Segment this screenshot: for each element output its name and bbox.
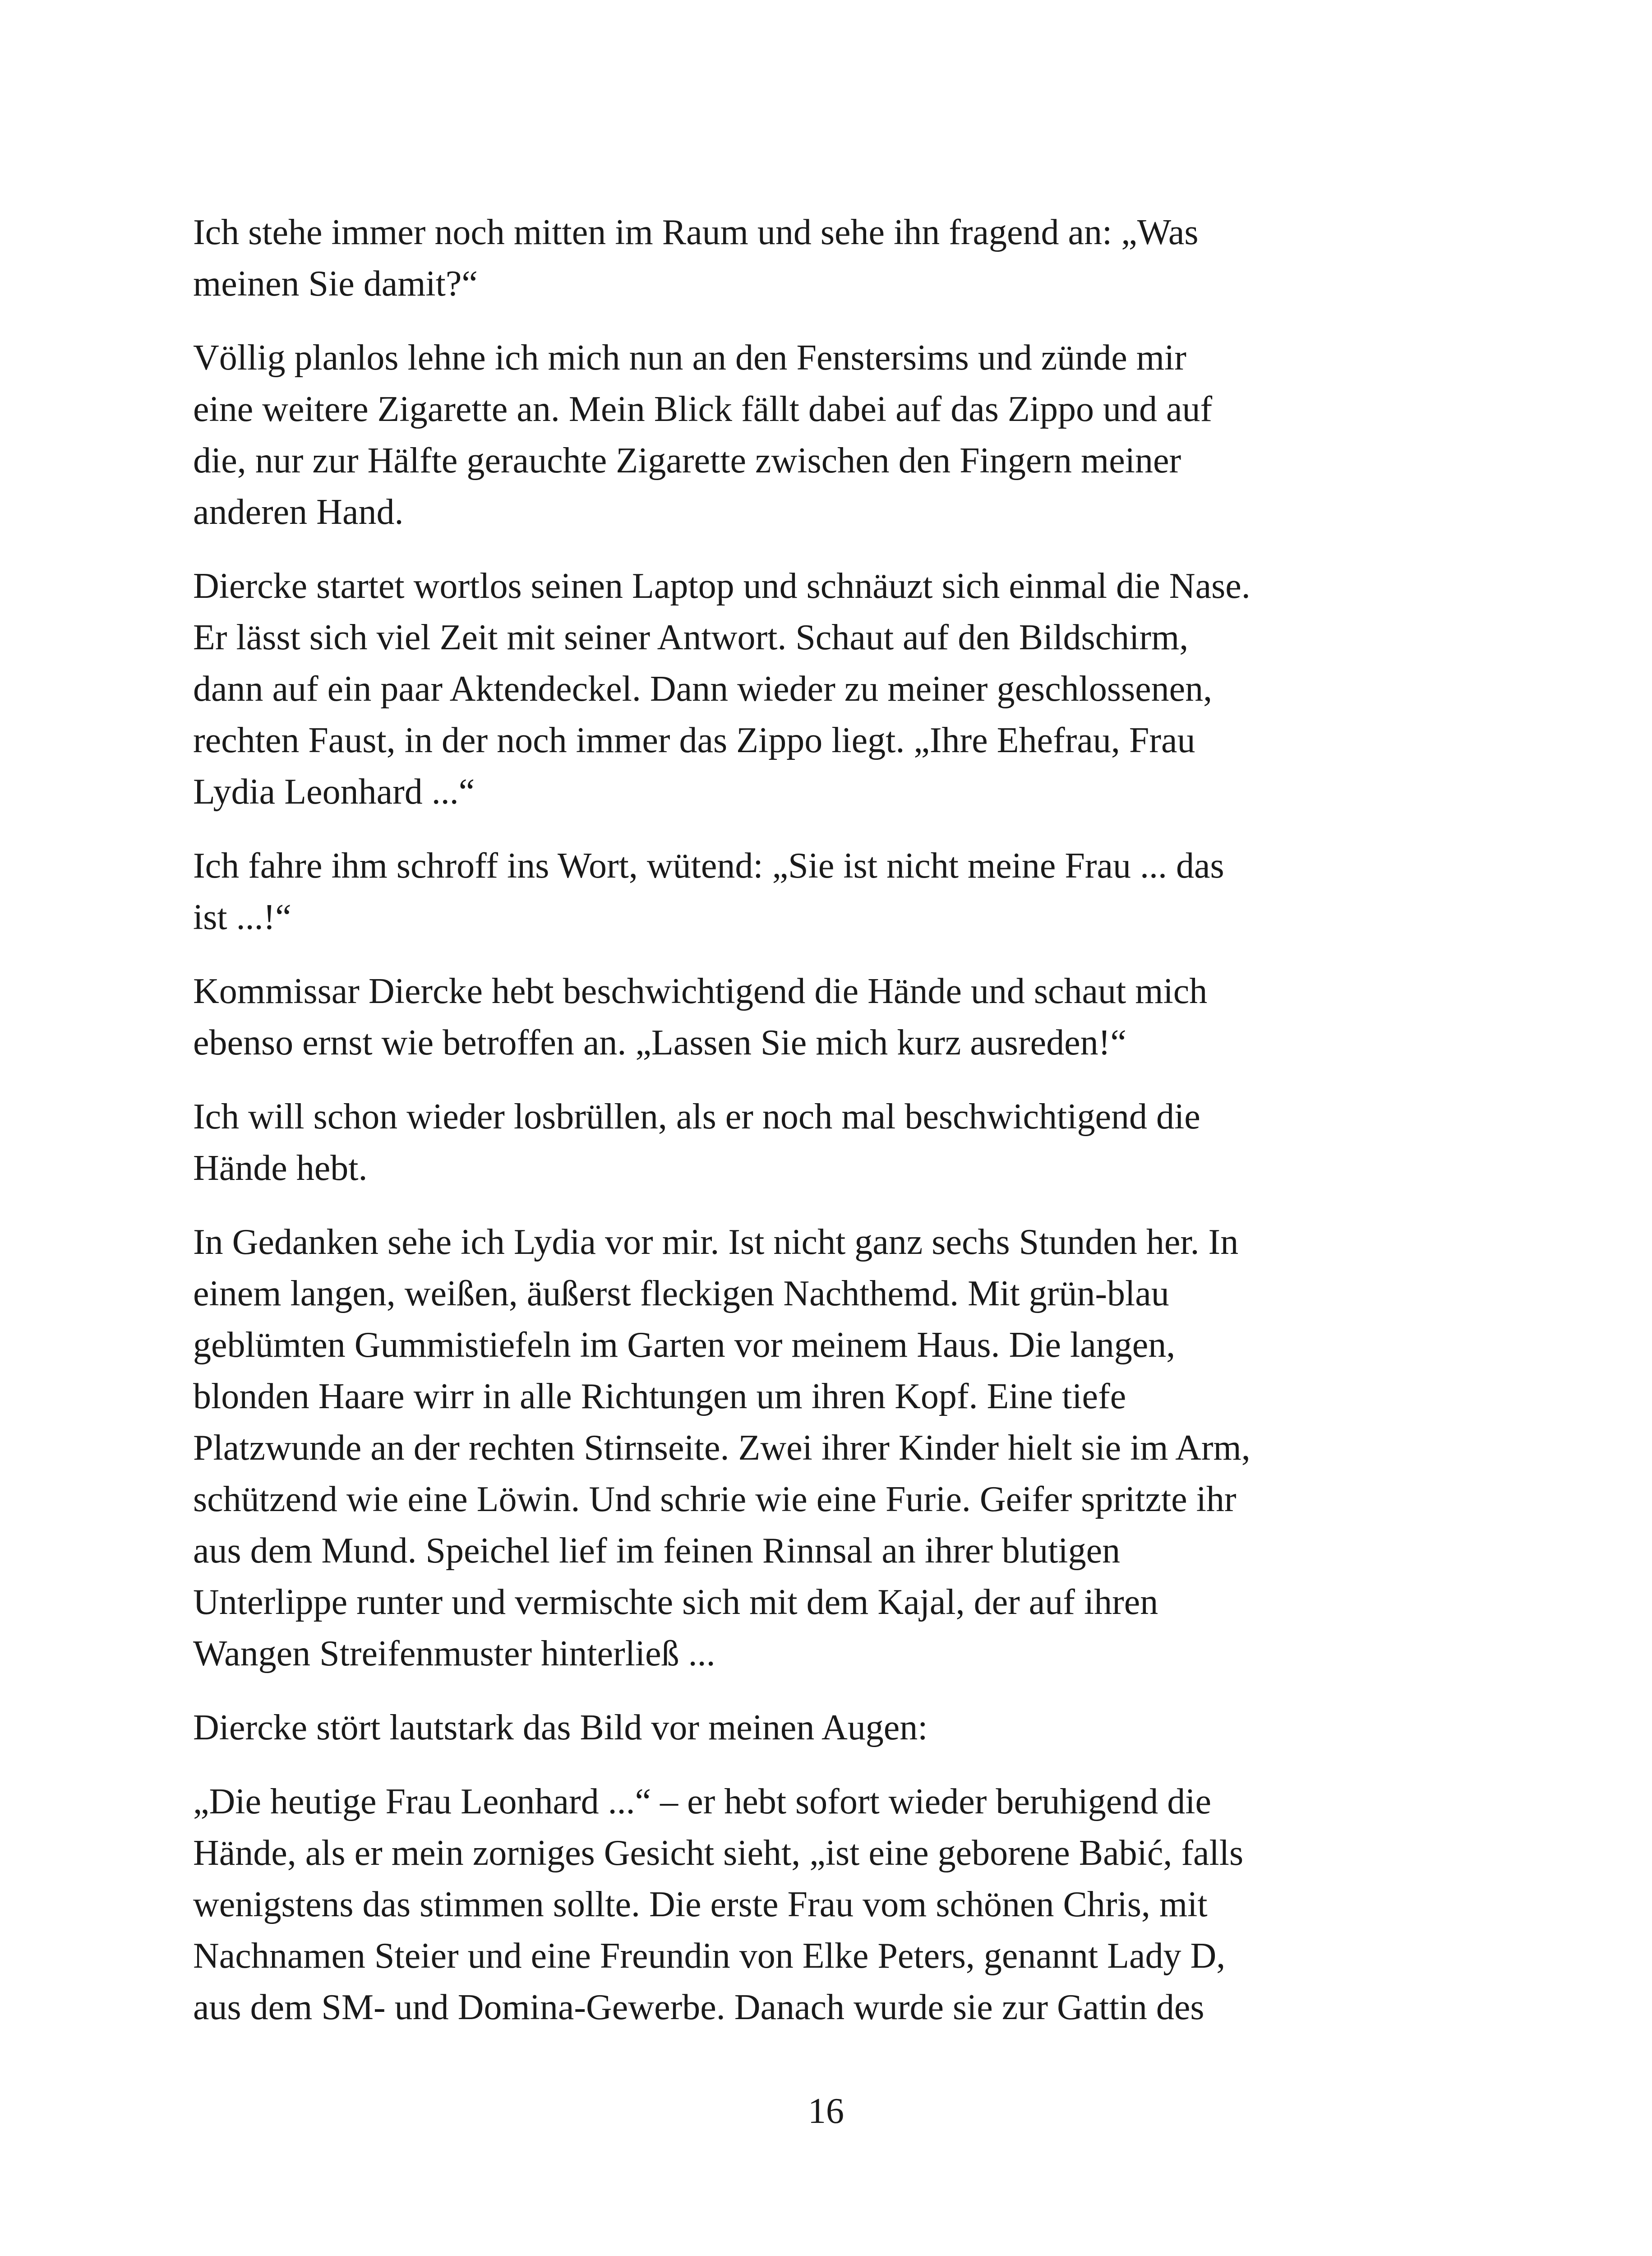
text-line: Platzwunde an der rechten Stirnseite. Zwei ihrer Kinder hielt sie im Arm,	[193, 1428, 1251, 1468]
text-line: blonden Haare wirr in alle Richtungen um ihren Kopf. Eine tiefe	[193, 1377, 1126, 1416]
text-line: rechten Faust, in der noch immer das Zippo liegt. „Ihre Ehefrau, Frau	[193, 721, 1195, 760]
text-line: Wangen Streifenmuster hinterließ ...	[193, 1634, 715, 1674]
paragraph	[193, 560, 1438, 818]
paragraph	[193, 840, 1438, 943]
text-line: einem langen, weißen, äußerst fleckigen Nachthemd. Mit grün-blau	[193, 1274, 1169, 1313]
paragraph	[193, 1091, 1438, 1194]
text-line: aus dem Mund. Speichel lief im feinen Rinnsal an ihrer blutigen	[193, 1531, 1121, 1571]
text-line: die, nur zur Hälfte gerauchte Zigarette zwischen den Fingern meiner	[193, 441, 1181, 481]
text-line: In Gedanken sehe ich Lydia vor mir. Ist nicht ganz sechs Stunden her. In	[193, 1222, 1239, 1262]
text-line: Diercke stört lautstark das Bild vor meinen Augen:	[193, 1708, 928, 1747]
text-line: dann auf ein paar Aktendeckel. Dann wieder zu meiner geschlossenen,	[193, 669, 1213, 709]
text-line: anderen Hand.	[193, 492, 404, 532]
text-line: Diercke startet wortlos seinen Laptop und schnäuzt sich einmal die Nase.	[193, 566, 1251, 606]
body-text	[193, 207, 1438, 2056]
text-line: Ich will schon wieder losbrüllen, als er noch mal beschwichtigend die	[193, 1097, 1200, 1137]
paragraph	[193, 1216, 1438, 1679]
text-line: eine weitere Zigarette an. Mein Blick fällt dabei auf das Zippo und auf	[193, 389, 1213, 429]
text-line: Er lässt sich viel Zeit mit seiner Antwort. Schaut auf den Bildschirm,	[193, 618, 1189, 657]
text-line: ebenso ernst wie betroffen an. „Lassen Sie mich kurz ausreden!“	[193, 1023, 1126, 1063]
text-line: Hände, als er mein zorniges Gesicht sieht, „ist eine geborene Babić, falls	[193, 1833, 1244, 1873]
text-line: wenigstens das stimmen sollte. Die erste Frau vom schönen Chris, mit	[193, 1885, 1208, 1924]
text-line: Völlig planlos lehne ich mich nun an den Fenstersims und zünde mir	[193, 338, 1186, 378]
text-line: aus dem SM- und Domina-Gewerbe. Danach wurde sie zur Gattin des	[193, 1988, 1204, 2027]
paragraph	[193, 332, 1438, 538]
text-line: schützend wie eine Löwin. Und schrie wie eine Furie. Geifer spritzte ihr	[193, 1479, 1237, 1519]
text-line: geblümten Gummistiefeln im Garten vor meinem Haus. Die langen,	[193, 1325, 1176, 1365]
text-line: Ich stehe immer noch mitten im Raum und sehe ihn fragend an: „Was	[193, 213, 1199, 252]
text-line: meinen Sie damit?“	[193, 264, 478, 304]
text-line: „Die heutige Frau Leonhard ...“ – er hebt sofort wieder beruhigend die	[193, 1782, 1211, 1821]
paragraph	[193, 1702, 1438, 1753]
text-line: Hände hebt.	[193, 1148, 368, 1188]
text-line: Kommissar Diercke hebt beschwichtigend die Hände und schaut mich	[193, 971, 1208, 1011]
page-number: 16	[808, 2091, 844, 2131]
text-line: Nachnamen Steier und eine Freundin von Elke Peters, genannt Lady D,	[193, 1936, 1226, 1976]
paragraph	[193, 966, 1438, 1068]
paragraph	[193, 1776, 1438, 2033]
text-line: Ich fahre ihm schroff ins Wort, wütend: „Sie ist nicht meine Frau ... das	[193, 846, 1224, 886]
paragraph	[193, 207, 1438, 310]
text-line: Lydia Leonhard ...“	[193, 772, 475, 812]
text-line: ist ...!“	[193, 897, 291, 937]
text-line: Unterlippe runter und vermischte sich mit dem Kajal, der auf ihren	[193, 1582, 1158, 1622]
